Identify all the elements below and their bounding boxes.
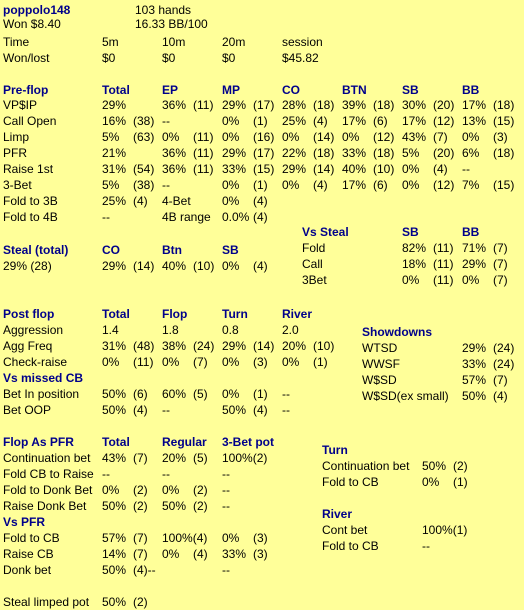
stat-value: (10)	[373, 162, 395, 176]
stat-value: (38)	[133, 178, 155, 192]
stat-count: (4)	[133, 194, 148, 208]
stat-value: 5%	[102, 178, 120, 192]
vs-pfr-title: Vs PFR	[3, 515, 46, 529]
stat-value: (18)	[373, 98, 395, 112]
preflop-header: BTN	[342, 83, 367, 97]
stat-value: 0%	[222, 114, 240, 128]
row-label: PFR	[3, 146, 27, 160]
flop-pfr-header: Regular	[162, 435, 207, 449]
row-label: Fold to 3B	[3, 194, 58, 208]
stat-value: (24)	[493, 357, 515, 371]
row-label: 3-Bet	[3, 178, 32, 192]
stat-value: (11)	[193, 162, 214, 176]
stat-value: --	[282, 403, 290, 417]
stat-value: 20%	[282, 339, 307, 353]
flop-pfr-header: Total	[102, 435, 130, 449]
stat-value: 5%	[402, 146, 420, 160]
row-label: Continuation bet	[322, 459, 410, 473]
time-10m: 10m	[162, 35, 186, 49]
row-label: Limp	[3, 130, 30, 144]
stat-value: (7)	[493, 241, 508, 255]
stat-value: --	[102, 467, 110, 481]
showdowns-title: Showdowns	[362, 325, 432, 339]
stat-value: (1)	[253, 387, 268, 401]
stat-value: (6)	[133, 387, 148, 401]
stat-value: --	[162, 114, 170, 128]
row-label: Aggression	[3, 323, 64, 337]
stat-value: (38)	[133, 114, 155, 128]
preflop-header: MP	[222, 83, 240, 97]
postflop-header: River	[282, 307, 313, 321]
stat-value: (5)	[193, 387, 208, 401]
steal-co-header: CO	[102, 243, 120, 257]
row-label: Fold to 4B	[3, 210, 58, 224]
stat-value: (1)	[253, 178, 268, 192]
stat-value: 0%	[222, 178, 240, 192]
stat-value: (3)	[253, 547, 268, 561]
stat-value: (4)	[193, 547, 208, 561]
row-label: WWSF	[362, 357, 400, 371]
river-title: River	[322, 507, 353, 521]
stat-value: 50%	[162, 499, 187, 513]
stat-value: 0%	[462, 130, 480, 144]
stat-value: 29%	[102, 259, 127, 273]
player-name: poppolo148	[3, 3, 71, 17]
stat-value: 29%	[222, 98, 247, 112]
stat-value: (11)	[133, 355, 154, 369]
stat-value: 0%	[222, 387, 240, 401]
flop-pfr-header: 3-Bet pot	[222, 435, 274, 449]
stat-value: (4)	[133, 403, 148, 417]
stat-value: 29%	[222, 339, 247, 353]
flop-pfr-header: Flop As PFR	[3, 435, 74, 449]
stat-value: 29% (28)	[3, 259, 52, 273]
stat-value: (4)	[433, 162, 448, 176]
won-amount: Won $8.40	[3, 17, 61, 31]
row-label: Cont bet	[322, 523, 368, 537]
stat-value: 50%	[102, 595, 127, 609]
stat-value: 82%	[402, 241, 427, 255]
stat-value: 17%	[342, 178, 367, 192]
row-label: Call Open	[3, 114, 57, 128]
row-label: Fold to CB	[322, 539, 379, 553]
won-lost-session: $45.82	[282, 51, 319, 65]
stat-value: --	[162, 403, 170, 417]
stat-value: 33%	[222, 162, 247, 176]
bb-rate: 16.33 BB/100	[135, 17, 208, 31]
vs-missed-cb-title: Vs missed CB	[3, 371, 84, 385]
stat-value: 33%	[342, 146, 367, 160]
row-label: 4B range	[162, 210, 211, 224]
stat-value: 0%	[402, 273, 420, 287]
postflop-header: Post flop	[3, 307, 55, 321]
stat-value: 43%	[102, 451, 127, 465]
stat-value: 0%	[162, 547, 180, 561]
stat-value: (7)	[493, 273, 508, 287]
stat-value: --	[462, 162, 470, 176]
won-lost-20m: $0	[222, 51, 236, 65]
stat-value: (12)	[373, 130, 395, 144]
stat-value: (7)	[193, 355, 208, 369]
stat-value: 50%	[102, 403, 127, 417]
stat-value: 50%	[422, 459, 447, 473]
stat-value: 0%	[422, 475, 440, 489]
stat-value: (63)	[133, 130, 155, 144]
stat-value: (3)	[493, 130, 508, 144]
stat-value: 29%	[222, 146, 247, 160]
stat-count: (4)	[253, 194, 268, 208]
row-label: Fold	[302, 241, 326, 255]
steal-sb-header: SB	[222, 243, 239, 257]
row-label: 3Bet	[302, 273, 327, 287]
stat-value: (2)	[453, 459, 468, 473]
stat-value: --	[282, 387, 290, 401]
stat-value: 0.0%	[222, 210, 250, 224]
row-label: Raise CB	[3, 547, 54, 561]
row-label: Steal limped pot	[3, 595, 90, 609]
stat-value: (12)	[433, 114, 455, 128]
stat-value: 0%	[282, 355, 300, 369]
stat-value: 100%(2)	[222, 451, 268, 465]
stat-value: 13%	[462, 114, 487, 128]
stat-value: --	[102, 210, 110, 224]
won-lost-10m: $0	[162, 51, 176, 65]
stat-value: 38%	[162, 339, 187, 353]
stat-value: (18)	[373, 146, 395, 160]
stat-value: (2)	[193, 499, 208, 513]
stat-value: 50%	[462, 389, 487, 403]
stat-value: 18%	[402, 257, 427, 271]
stat-value: (1)	[253, 114, 268, 128]
stat-value: (16)	[253, 130, 275, 144]
stat-count: (4)	[253, 210, 268, 224]
stat-value: (2)	[133, 483, 148, 497]
stat-value: (7)	[493, 257, 508, 271]
preflop-header: Total	[102, 83, 130, 97]
stat-value: 6%	[462, 146, 480, 160]
stat-value: (10)	[313, 339, 335, 353]
preflop-header: SB	[402, 83, 419, 97]
stat-value: (7)	[133, 531, 148, 545]
stat-value: 31%	[102, 339, 127, 353]
stat-value: (20)	[433, 98, 455, 112]
stat-value: 50%	[102, 563, 127, 577]
stat-value: 39%	[342, 98, 367, 112]
preflop-header: CO	[282, 83, 300, 97]
stat-value: 0%	[222, 355, 240, 369]
stat-value: (3)	[253, 355, 268, 369]
stat-value: (24)	[493, 341, 515, 355]
stat-value: 17%	[462, 98, 487, 112]
stat-value: 43%	[402, 130, 427, 144]
stat-value: (7)	[133, 547, 148, 561]
stat-value: (15)	[253, 162, 275, 176]
hands-count: 103 hands	[135, 3, 192, 17]
row-label: Call	[302, 257, 323, 271]
row-label: Check-raise	[3, 355, 68, 369]
vs-steal-sb-header: SB	[402, 225, 419, 239]
stat-value: (4)	[493, 389, 508, 403]
stat-value: --	[162, 467, 170, 481]
stat-value: (4)	[253, 403, 268, 417]
stat-value: (4)--	[133, 563, 156, 577]
stat-value: 1.4	[102, 323, 119, 337]
stat-value: (1)	[453, 475, 468, 489]
stat-value: (14)	[313, 162, 335, 176]
stat-value: 0%	[102, 355, 120, 369]
stat-value: (4)	[253, 259, 268, 273]
stat-value: 50%	[102, 499, 127, 513]
stat-value: (15)	[493, 178, 515, 192]
time-5m: 5m	[102, 35, 119, 49]
stat-value: (1)	[313, 355, 328, 369]
stat-value: (4)	[313, 114, 328, 128]
time-20m: 20m	[222, 35, 246, 49]
row-label: WTSD	[362, 341, 398, 355]
time-label: Time	[3, 35, 30, 49]
row-label: Raise 1st	[3, 162, 54, 176]
stat-value: (11)	[433, 241, 454, 255]
stat-value: (18)	[313, 98, 335, 112]
stat-value: 17%	[402, 114, 427, 128]
stat-value: 40%	[162, 259, 187, 273]
steal-title: Steal (total)	[3, 243, 69, 257]
stat-value: 0%	[222, 259, 240, 273]
stat-value: 7%	[462, 178, 480, 192]
stat-value: (14)	[253, 339, 275, 353]
postflop-header: Total	[102, 307, 130, 321]
postflop-header: Flop	[162, 307, 188, 321]
stat-value: 0%	[222, 194, 240, 208]
row-label: Donk bet	[3, 563, 52, 577]
row-label: Fold to Donk Bet	[3, 483, 93, 497]
preflop-header: BB	[462, 83, 480, 97]
stat-value: 50%	[102, 387, 127, 401]
won-lost-label: Won/lost	[3, 51, 50, 65]
stat-value: (11)	[193, 130, 214, 144]
preflop-header: Pre-flop	[3, 83, 49, 97]
stat-value: (17)	[253, 146, 275, 160]
stat-value: 0%	[222, 531, 240, 545]
stat-value: 29%	[102, 98, 127, 112]
stat-value: --	[422, 539, 430, 553]
stat-value: 25%	[282, 114, 307, 128]
stat-value: 57%	[462, 373, 487, 387]
stat-value: (10)	[193, 259, 215, 273]
stat-value: (3)	[253, 531, 268, 545]
stat-value: 0%	[222, 130, 240, 144]
stat-value: (18)	[493, 98, 515, 112]
won-lost-5m: $0	[102, 51, 116, 65]
stat-value: 30%	[402, 98, 427, 112]
stat-value: (7)	[433, 130, 448, 144]
stat-value: 31%	[102, 162, 127, 176]
row-label: W$SD(ex small)	[362, 389, 449, 403]
stat-value: (2)	[193, 483, 208, 497]
stat-count: (2)	[133, 595, 148, 609]
preflop-header: EP	[162, 83, 179, 97]
stat-value: (7)	[493, 373, 508, 387]
stat-value: 2.0	[282, 323, 299, 337]
stat-value: 33%	[222, 547, 247, 561]
stat-value: 100%(4)	[162, 531, 208, 545]
stat-value: 71%	[462, 241, 487, 255]
stat-value: (2)	[133, 499, 148, 513]
row-label: Raise Donk Bet	[3, 499, 87, 513]
row-label: Continuation bet	[3, 451, 91, 465]
stat-value: (18)	[313, 146, 335, 160]
stat-value: (7)	[133, 451, 148, 465]
stat-value: (24)	[193, 339, 215, 353]
stat-value: (4)	[313, 178, 328, 192]
steal-btn-header: Btn	[162, 243, 182, 257]
stat-value: (6)	[373, 178, 388, 192]
vs-steal-title: Vs Steal	[302, 225, 349, 239]
stat-value: 33%	[462, 357, 487, 371]
row-label: Bet In position	[3, 387, 80, 401]
stat-value: 0%	[282, 130, 300, 144]
row-label: 4-Bet	[162, 194, 191, 208]
stat-value: --	[222, 467, 230, 481]
time-session: session	[282, 35, 323, 49]
row-label: Fold to CB	[3, 531, 60, 545]
stat-value: 29%	[462, 257, 487, 271]
stat-value: --	[222, 499, 230, 513]
row-label: Fold CB to Raise	[3, 467, 94, 481]
stat-value: 36%	[162, 162, 187, 176]
stat-value: 0%	[462, 273, 480, 287]
stat-value: (20)	[433, 146, 455, 160]
stat-value: (11)	[433, 257, 454, 271]
stat-value: (11)	[193, 98, 214, 112]
stat-value: (5)	[193, 451, 208, 465]
stat-value: 16%	[102, 114, 127, 128]
stat-value: (11)	[193, 146, 214, 160]
stat-value: (14)	[133, 259, 155, 273]
stat-value: 14%	[102, 547, 127, 561]
stat-value: 0%	[342, 130, 360, 144]
stat-value: 0%	[162, 130, 180, 144]
stat-value: 57%	[102, 531, 127, 545]
stat-value: (54)	[133, 162, 155, 176]
stat-value: 0%	[402, 162, 420, 176]
stat-value: 17%	[342, 114, 367, 128]
stat-value: 36%	[162, 146, 187, 160]
row-label: W$SD	[362, 373, 397, 387]
stat-value: 50%	[222, 403, 247, 417]
vs-steal-bb-header: BB	[462, 225, 480, 239]
stat-value: 22%	[282, 146, 307, 160]
stat-value: 28%	[282, 98, 307, 112]
stat-value: (48)	[133, 339, 155, 353]
row-label: Agg Freq	[3, 339, 53, 353]
stat-value: 0%	[162, 355, 180, 369]
stat-value: --	[222, 563, 230, 577]
stat-value: (11)	[433, 273, 454, 287]
stat-value: 0%	[282, 178, 300, 192]
stat-value: 0%	[102, 483, 120, 497]
row-label: Bet OOP	[3, 403, 52, 417]
stat-value: (15)	[493, 114, 515, 128]
turn-title: Turn	[322, 443, 348, 457]
stat-value: 0%	[162, 483, 180, 497]
stat-value: --	[162, 178, 170, 192]
stat-value: 0%	[402, 178, 420, 192]
stat-value: (18)	[493, 146, 515, 160]
postflop-header: Turn	[222, 307, 248, 321]
stat-value: --	[222, 483, 230, 497]
stat-value: 100%(1)	[422, 523, 468, 537]
stat-value: 25%	[102, 194, 127, 208]
stat-value: 29%	[282, 162, 307, 176]
stat-value: 20%	[162, 451, 187, 465]
stat-value: 1.8	[162, 323, 179, 337]
stat-value: 36%	[162, 98, 187, 112]
stat-value: 21%	[102, 146, 127, 160]
stat-value: (17)	[253, 98, 275, 112]
row-label: Fold to CB	[322, 475, 379, 489]
stat-value: (6)	[373, 114, 388, 128]
stat-value: 40%	[342, 162, 367, 176]
stat-value: (12)	[433, 178, 455, 192]
row-label: VP$IP	[3, 98, 38, 112]
stat-value: 29%	[462, 341, 487, 355]
stat-value: 5%	[102, 130, 120, 144]
stat-value: 60%	[162, 387, 187, 401]
stat-value: (14)	[313, 130, 335, 144]
stat-value: 0.8	[222, 323, 239, 337]
